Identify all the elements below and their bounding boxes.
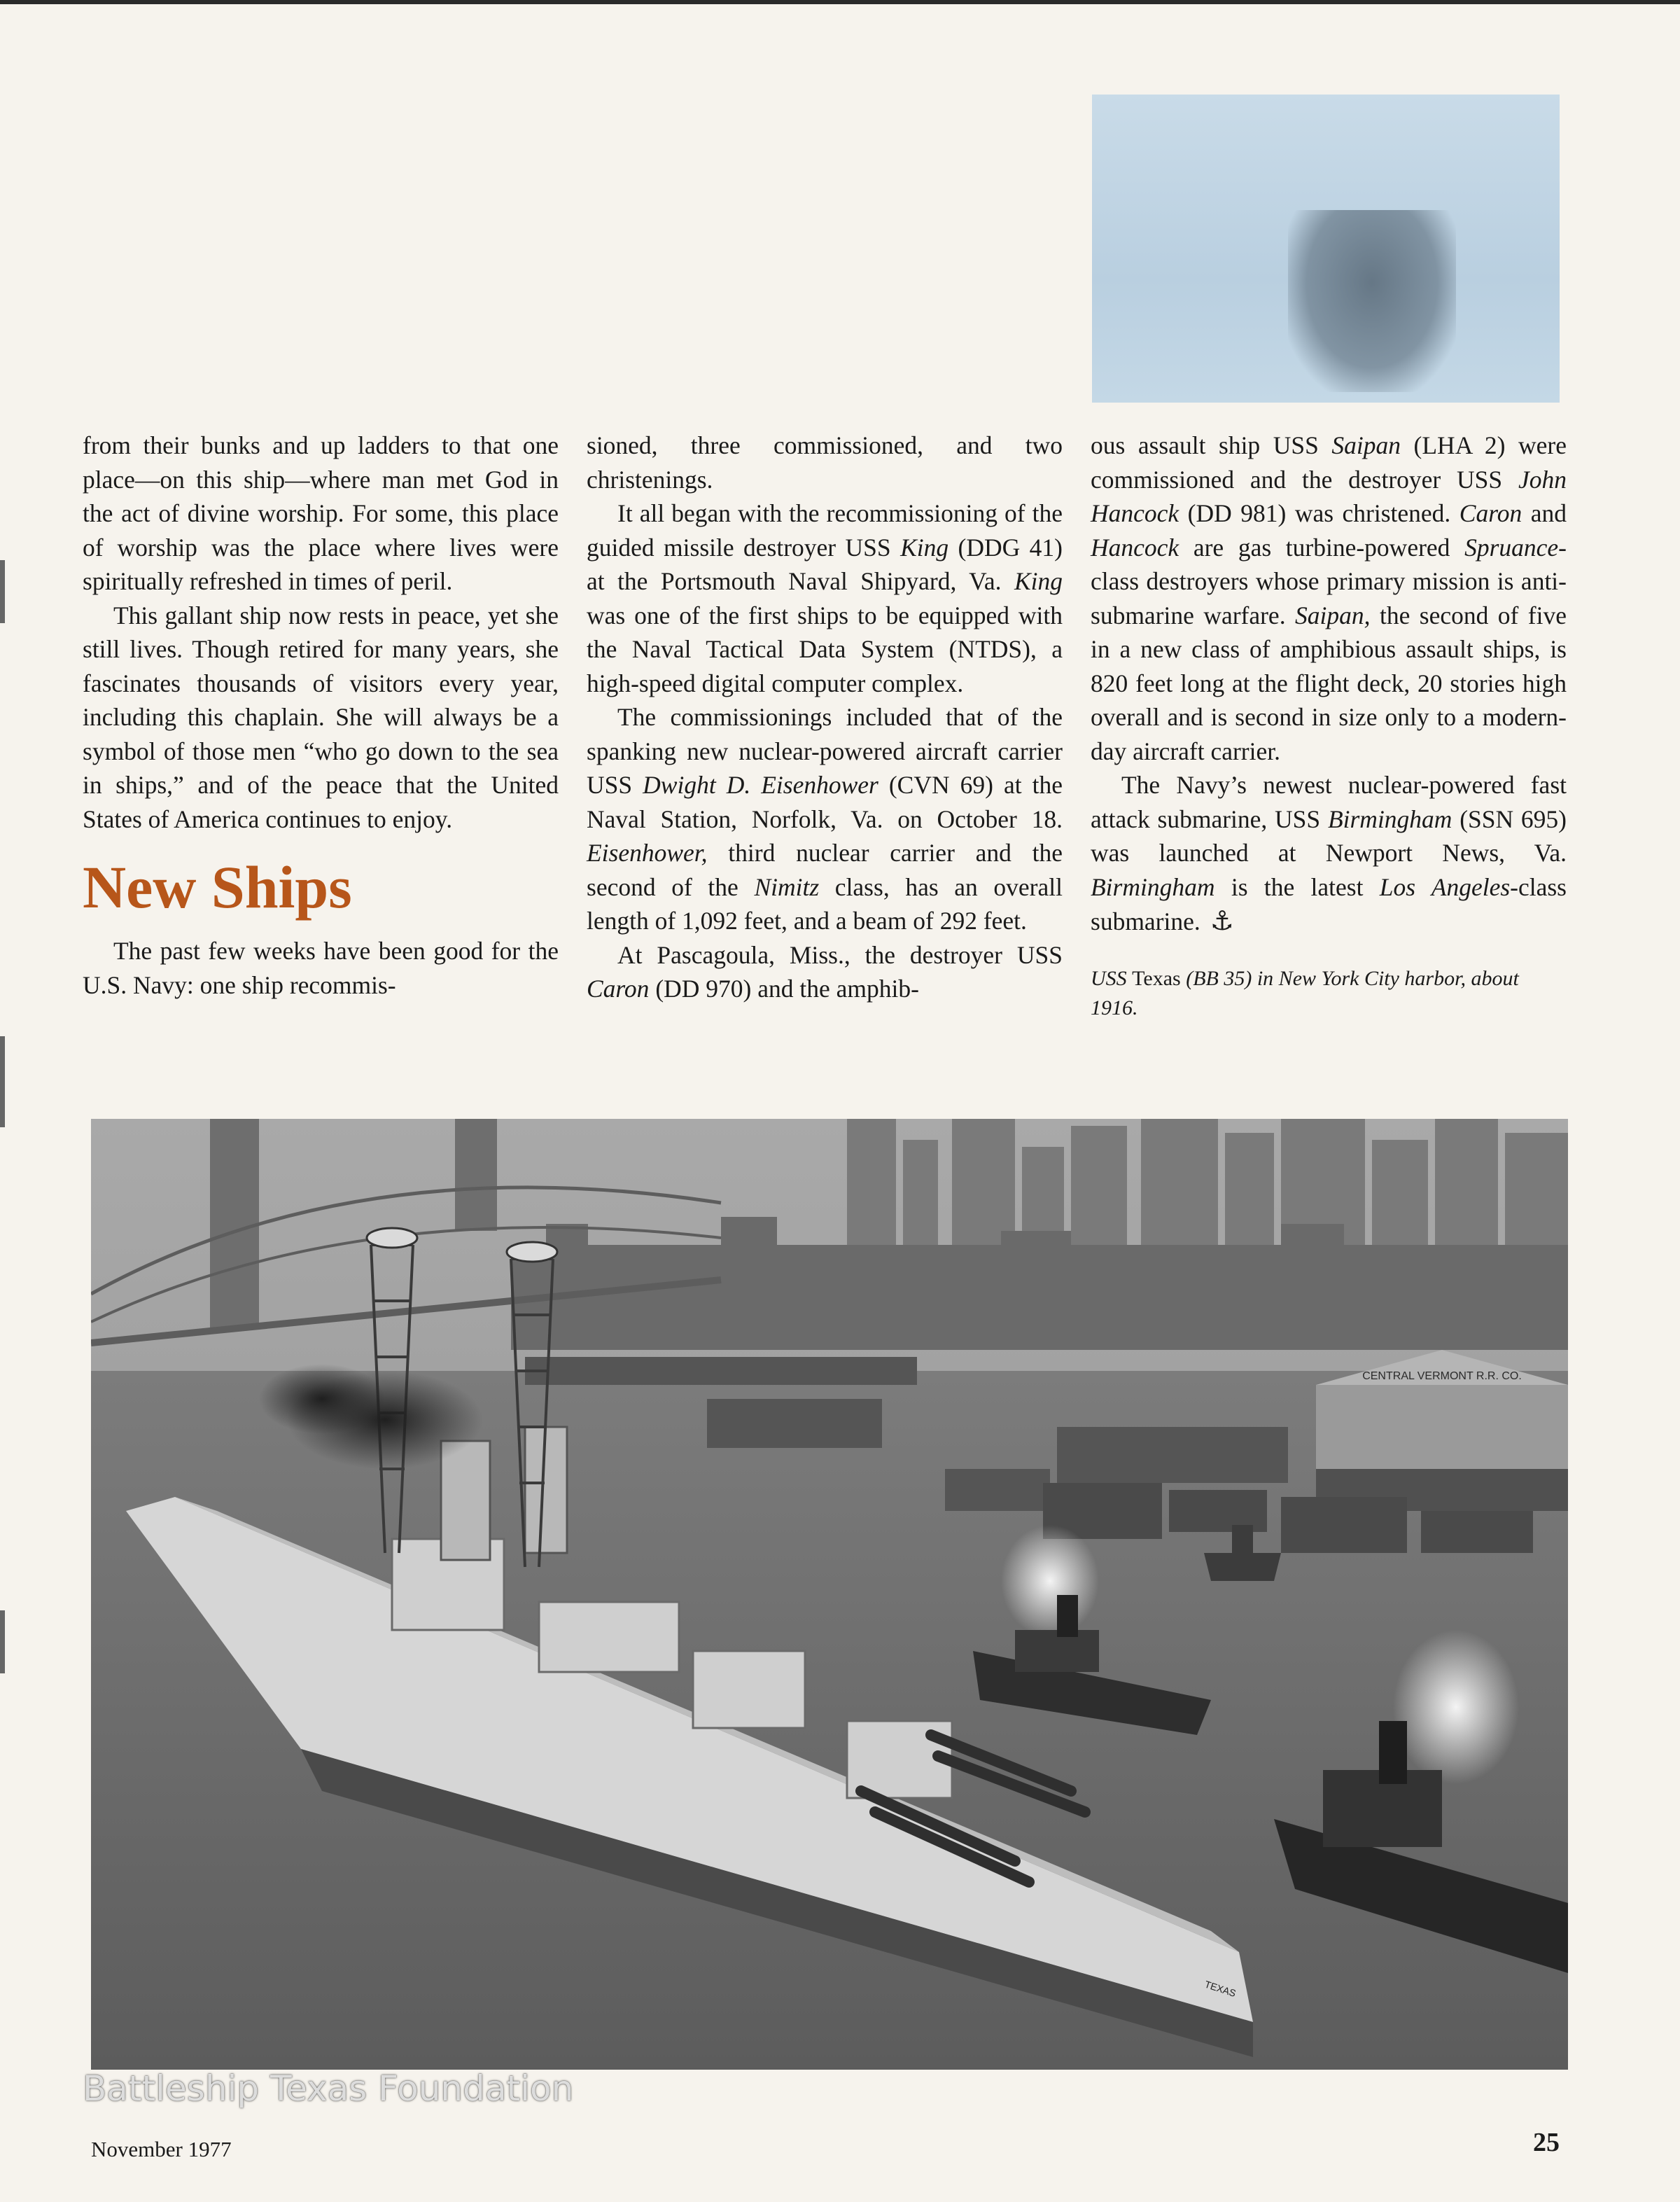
- paragraph: At Pascagoula, Miss., the destroyer USS Caron (DD 970) and the amphib-: [587, 940, 1063, 1003]
- paragraph: It all began with the recommissioning of the guided missile destroyer USS King (DDG 41) at the Portsmouth Naval Shipyard, Va. King was one of the first ships to be equipped with the Naval Tactical Data System (NTDS), a high-speed digital computer complex.: [587, 499, 1063, 697]
- page-number: 25: [1533, 2128, 1560, 2157]
- bleed-through-decoration: [28, 252, 1533, 399]
- article-column-1: [83, 428, 559, 1002]
- watermark: Battleship Texas Foundation: [83, 2068, 574, 2109]
- article-column-3: [1091, 428, 1567, 1023]
- battleship-photo: [91, 1119, 1568, 2070]
- building-sign: CENTRAL VERMONT R.R. CO.: [1362, 1370, 1522, 1382]
- paragraph: The Navy’s newest nuclear-powered fast attack submarine, USS Birmingham (SSN 695) was launched at Newport News, Va. Birmingham is the latest Los Angeles-class submarine. ⚓: [1091, 771, 1567, 936]
- binding-mark: [0, 560, 5, 623]
- battleship-harbor-illustration: [91, 1119, 1568, 2070]
- binding-mark: [0, 1036, 5, 1127]
- photo-caption: USS Texas (BB 35) in New York City harbor, about 1916.: [1091, 966, 1519, 1019]
- paragraph: from their bunks and up ladders to that one place—on this ship—where man met God in the act of divine worship. For some, this place of worship was the place where lives were spiritually refreshed in times of peril.: [83, 431, 559, 595]
- article-column-2: [587, 428, 1063, 1006]
- paragraph: ous assault ship USS Saipan (LHA 2) were commissioned and the destroyer USS John Hancock (DD 981) was christened. Caron and Hancock are gas turbine-powered Spruance-class destroyers whose primary mission is anti-submarine warfare. Saipan, the second of five in a new class of amphibious assault ships, is 820 feet long at the flight deck, 20 stories high overall and is second in size only to a modern-day aircraft carrier.: [1091, 431, 1567, 765]
- binding-mark: [0, 1610, 5, 1673]
- paragraph: The commissionings included that of the spanking new nuclear-powered aircraft carrier USS Dwight D. Eisenhower (CVN 69) at the Naval Station, Norfolk, Va. on October 18. Eisenhower, third nuclear carrier and the second of the Nimitz class, has an overall length of 1,092 feet, and a beam of 292 feet.: [587, 703, 1063, 935]
- section-heading: New Ships: [83, 853, 352, 921]
- top-edge-rule: [0, 0, 1680, 4]
- paragraph: The past few weeks have been good for the U.S. Navy: one ship recommis-: [83, 937, 559, 999]
- anchor-icon: ⚓: [1210, 905, 1234, 936]
- issue-date: November 1977: [91, 2137, 232, 2161]
- paragraph: sioned, three commissioned, and two christenings.: [587, 431, 1063, 494]
- paragraph: This gallant ship now rests in peace, yet she still lives. Though retired for many years, she fascinates thousands of visitors every year, including this chaplain. She will always be a symbol of those men “who go down to the sea in ships,” and of the peace that the United States of America continues to enjoy.: [83, 601, 559, 833]
- hull-name: TEXAS: [1203, 1978, 1238, 2000]
